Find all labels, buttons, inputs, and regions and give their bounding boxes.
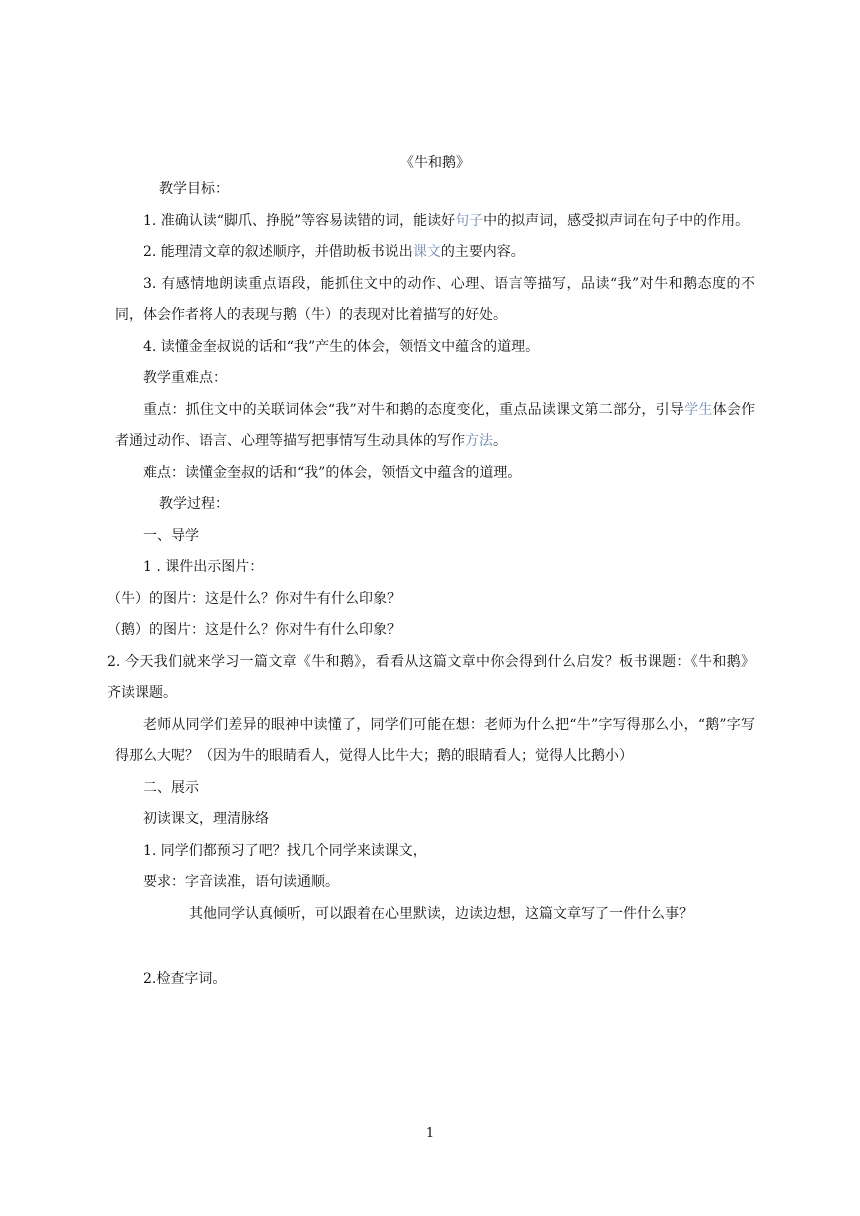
paragraph-text: 的主要内容。 xyxy=(440,244,525,260)
paragraph-text: 教学目标： xyxy=(159,181,229,197)
paragraph-text: 重点：抓住文中的关联词体会“我”对牛和鹅的态度变化，重点品读课文第二部分，引导 xyxy=(143,401,685,418)
paragraph-text: （鹅）的图片：这是什么？你对牛有什么印象？ xyxy=(107,622,401,638)
paragraph-key-point xyxy=(115,395,755,458)
paragraph-text: 2.检查字词。 xyxy=(143,971,227,987)
paragraph-pic-ox xyxy=(107,584,755,616)
paragraph-text: 中的拟声词，感受拟声词在句子中的作用。 xyxy=(483,212,750,229)
paragraph-show-1 xyxy=(115,836,755,868)
paragraph-text: 1 . 课件出示图片： xyxy=(143,559,264,575)
highlighted-link-text[interactable]: 学生 xyxy=(684,401,713,418)
paragraph-text: 3. 有感情地朗读重点语段，能抓住文中的动作、心理、语言等描写，品读“我”对牛和鹅态度的不同，体会作者将人的表现与鹅（牛）的表现对比着描写的好处。 xyxy=(115,275,755,323)
paragraph-section-1 xyxy=(115,521,755,553)
paragraph-step-1 xyxy=(115,552,755,584)
paragraph-text: 难点：读懂金奎叔的话和“我”的体会，领悟文中蕴含的道理。 xyxy=(143,464,522,481)
paragraph-text: 要求：字音读准，语句读通顺。 xyxy=(143,874,339,890)
paragraph-text: 1. 同学们都预习了吧？找几个同学来读课文， xyxy=(143,842,427,859)
document-body xyxy=(107,152,756,996)
paragraph-goal-1 xyxy=(115,206,755,238)
paragraph-difficult-point xyxy=(115,458,755,490)
paragraph-process-heading xyxy=(115,489,755,521)
paragraph-goal-2 xyxy=(115,237,755,269)
highlighted-link-text[interactable]: 句子 xyxy=(455,212,484,229)
paragraph-teacher-talk xyxy=(115,710,755,773)
paragraph-text: 教学重难点： xyxy=(143,370,227,386)
paragraph-requirement xyxy=(115,867,755,899)
paragraph-text: 2. 能理清文章的叙述顺序，并借助板书说出 xyxy=(143,244,413,260)
paragraph-text: 老师从同学们差异的眼神中读懂了，同学们可能在想：老师为什么把“牛”字写得那么小，“鹅”字写得那么大呢？（因为牛的眼睛看人，觉得人比牛大；鹅的眼睛看人；觉得人比鹅小） xyxy=(115,716,755,764)
paragraph-first-read xyxy=(115,804,755,836)
paragraph-goal-4 xyxy=(115,332,755,364)
paragraph-step-2 xyxy=(107,647,755,710)
highlighted-link-text[interactable]: 课文 xyxy=(412,244,441,260)
paragraph-text: 教学过程： xyxy=(159,496,229,512)
paragraph-text: 一、导学 xyxy=(143,527,199,544)
paragraph-pic-goose xyxy=(107,615,755,647)
paragraph-section-2 xyxy=(115,773,755,805)
paragraph-text: 体会作者通过动作、语言、心理等描写把事情写生动具体的写作 xyxy=(115,401,756,449)
paragraph-others-listen xyxy=(115,899,755,931)
paragraph-text: 4. 读懂金奎叔说的话和“我”产生的体会，领悟文中蕴含的道理。 xyxy=(143,338,540,355)
paragraph-text: 二、展示 xyxy=(143,779,199,796)
paragraph-text: 2. 今天我们就来学习一篇文章《牛和鹅》，看看从这篇文章中你会得到什么启发？板书课题：《牛和鹅》 齐读课题。 xyxy=(107,653,755,701)
paragraph-text: 其他同学认真倾听，可以跟着在心里默读，边读边想，这篇文章写了一件什么事？ xyxy=(189,905,693,922)
page-number: 1 xyxy=(425,1126,435,1141)
paragraph-text: 1. 准确认读“脚爪、挣脱”等容易读错的词，能读好 xyxy=(143,212,456,229)
paragraph-text: （牛）的图片：这是什么？你对牛有什么印象？ xyxy=(107,590,401,607)
paragraph-text: 初读课文，理清脉络 xyxy=(143,811,269,827)
highlighted-link-text[interactable]: 方法 xyxy=(465,433,493,449)
document-title: 《牛和鹅》 xyxy=(400,155,470,171)
paragraph-list xyxy=(107,174,756,996)
paragraph-text: 。 xyxy=(493,433,507,449)
paragraph-goal-heading xyxy=(115,174,755,206)
paragraph-check-words xyxy=(115,964,755,996)
paragraph-key-heading xyxy=(115,363,755,395)
paragraph-goal-3 xyxy=(115,269,755,332)
